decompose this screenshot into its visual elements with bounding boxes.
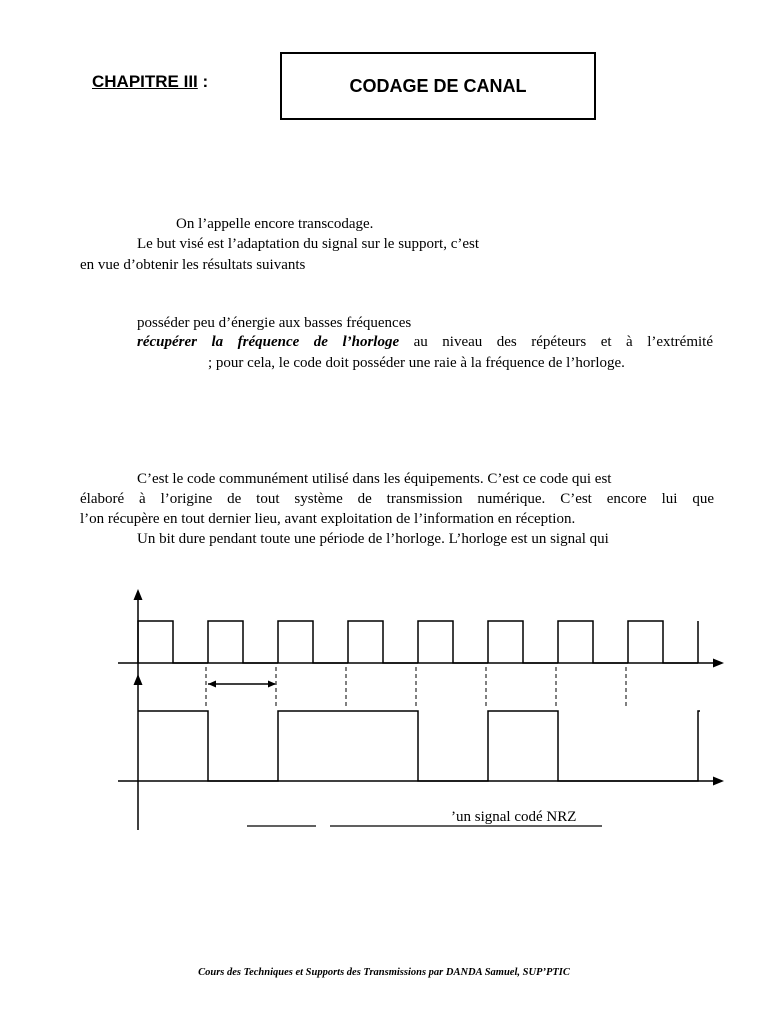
clock-pulse	[558, 621, 628, 663]
intro-line-1: On l’appelle encore transcodage.	[176, 216, 374, 232]
goal-line-3: ; pour cela, le code doit posséder une raie à la fréquence de l’horloge.	[208, 355, 625, 371]
clock-axis-arrowhead	[134, 589, 143, 600]
clock-signal	[138, 621, 698, 663]
nrz-line-4: Un bit dure pendant toute une période de l’horloge. L’horloge est un signal qui	[137, 531, 609, 547]
clock-pulse	[138, 621, 208, 663]
nrz-line-2: élaboré à l’origine de tout système de transmission numérique. C’est encore lui que	[80, 491, 714, 507]
period-arrowhead-left	[208, 681, 216, 688]
nrz-line-1: C’est le code communément utilisé dans les équipements. C’est ce code qui est	[137, 471, 612, 487]
clock-pulse	[208, 621, 278, 663]
page-footer: Cours des Techniques et Supports des Transmissions par DANDA Samuel, SUP’PTIC	[198, 967, 570, 978]
goal-line-1: posséder peu d’énergie aux basses fréquences	[137, 315, 412, 331]
goal-line-2-rest: au niveau des répéteurs et à l’extrémité	[413, 334, 713, 350]
clock-pulse	[348, 621, 418, 663]
figure-caption: ’un signal codé NRZ	[451, 809, 577, 825]
clock-pulse	[628, 621, 698, 663]
intro-line-2: Le but visé est l’adaptation du signal sur le support, c’est	[137, 236, 480, 252]
chapter-title: CODAGE DE CANAL	[349, 75, 527, 96]
clock-pulse	[488, 621, 558, 663]
nrz-signal-waveform	[138, 711, 700, 781]
clock-time-arrowhead	[713, 659, 724, 668]
clock-pulse	[278, 621, 348, 663]
clock-pulse	[418, 621, 488, 663]
goal-emphasis: récupérer la fréquence de l’horloge	[137, 334, 400, 350]
period-arrowhead-right	[268, 681, 276, 688]
chapter-colon: :	[197, 72, 209, 91]
intro-line-3: en vue d’obtenir les résultats suivants	[80, 257, 306, 273]
nrz-time-arrowhead	[713, 777, 724, 786]
nrz-line-3: l’on récupère en tout dernier lieu, avant exploitation de l’information en réception.	[80, 511, 576, 527]
nrz-axis-arrowhead	[134, 674, 143, 685]
chapter-label: CHAPITRE III	[92, 72, 198, 91]
